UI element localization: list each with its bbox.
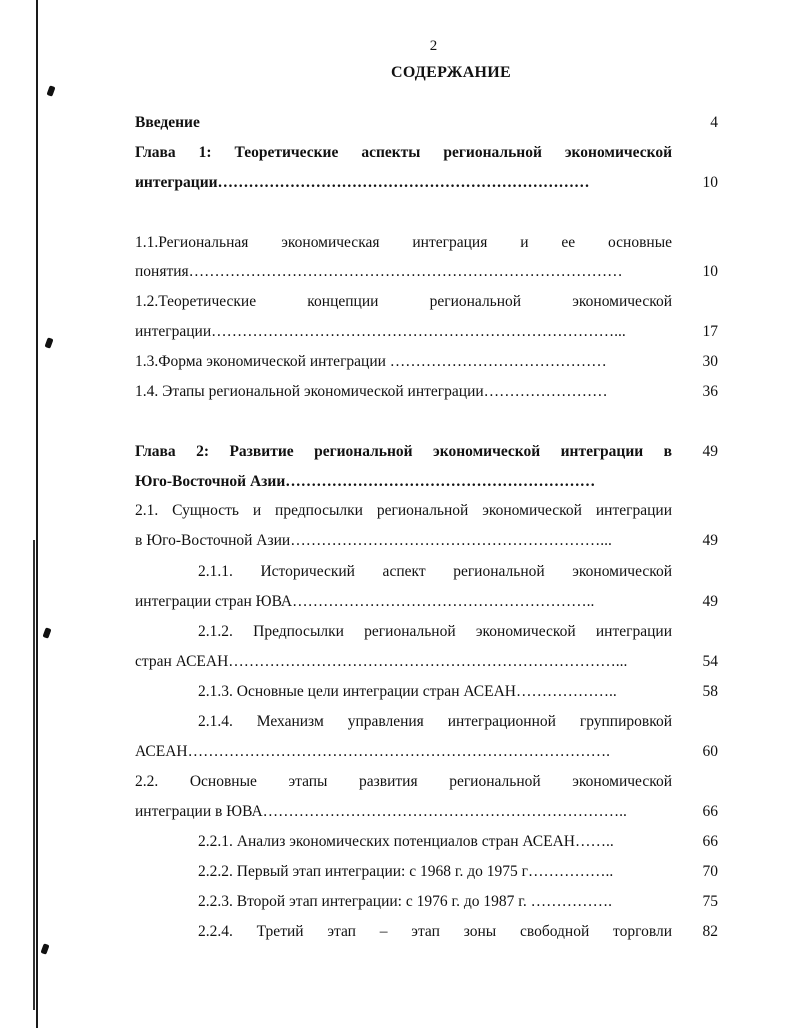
toc-page: 75 bbox=[702, 893, 718, 910]
toc-page: 10 bbox=[702, 263, 718, 280]
toc-subsection-2-2-3: 2.2.3. Второй этап интеграции: с 1976 г. до 1987 г. ……………. bbox=[198, 893, 612, 910]
toc-section-2-1-line1: 2.1. Сущность и предпосылки региональной экономической интеграции bbox=[135, 502, 672, 519]
binding-hole-mark bbox=[42, 627, 51, 638]
toc-page: 30 bbox=[702, 353, 718, 370]
binding-hole-mark bbox=[44, 337, 53, 348]
toc-section-1-1-line2: понятия………………………………………………………………………… bbox=[135, 263, 623, 280]
binding-hole-mark bbox=[40, 943, 49, 954]
toc-subsection-2-1-1-line2: интеграции стран ЮВА………………………………………………….. bbox=[135, 593, 595, 610]
scan-margin-line bbox=[36, 0, 38, 1028]
toc-page: 10 bbox=[702, 174, 718, 191]
toc-chapter-2-line2: Юго-Восточной Азии…………………………………………………… bbox=[135, 473, 596, 490]
toc-section-2-2-line1: 2.2. Основные этапы развития региональной экономической bbox=[135, 773, 672, 790]
toc-subsection-2-1-3: 2.1.3. Основные цели интеграции стран АСЕАН……………….. bbox=[198, 683, 617, 700]
toc-page: 54 bbox=[702, 653, 718, 670]
toc-page: 58 bbox=[702, 683, 718, 700]
toc-page: 70 bbox=[702, 863, 718, 880]
toc-page: 66 bbox=[702, 833, 718, 850]
toc-section-1-2-line1: 1.2.Теоретические концепции региональной экономической bbox=[135, 293, 672, 310]
page-title: СОДЕРЖАНИЕ bbox=[390, 64, 512, 81]
toc-section-2-1-line2: в Юго-Восточной Азии……………………………………………………... bbox=[135, 532, 612, 549]
scan-margin-line-lower bbox=[33, 540, 35, 1010]
toc-page: 4 bbox=[710, 114, 718, 131]
toc-page: 66 bbox=[702, 803, 718, 820]
toc-subsection-2-2-4: 2.2.4. Третий этап – этап зоны свободной торговли bbox=[198, 923, 672, 940]
toc-entry-intro: Введение bbox=[135, 114, 200, 131]
toc-chapter-1-line1: Глава 1: Теоретические аспекты региональной экономической bbox=[135, 144, 672, 161]
toc-section-2-2-line2: интеграции в ЮВА…………………………………………………………….. bbox=[135, 803, 627, 820]
toc-subsection-2-1-1-line1: 2.1.1. Исторический аспект региональной экономической bbox=[198, 563, 672, 580]
toc-subsection-2-2-1: 2.2.1. Анализ экономических потенциалов стран АСЕАН…….. bbox=[198, 833, 614, 850]
toc-subsection-2-1-2-line2: стран АСЕАН…………………………………………………………………... bbox=[135, 653, 628, 670]
binding-hole-mark bbox=[46, 85, 55, 96]
toc-page: 49 bbox=[702, 443, 718, 460]
toc-page: 17 bbox=[702, 323, 718, 340]
toc-subsection-2-1-4-line2: АСЕАН………………………………………………………………………. bbox=[135, 743, 610, 760]
toc-page: 36 bbox=[702, 383, 718, 400]
toc-section-1-1-line1: 1.1.Региональная экономическая интеграция и ее основные bbox=[135, 234, 672, 251]
page-number: 2 bbox=[429, 38, 438, 54]
toc-section-1-3: 1.3.Форма экономической интеграции …………………………………… bbox=[135, 353, 607, 370]
toc-section-1-2-line2: интеграции……………………………………………………………………... bbox=[135, 323, 626, 340]
toc-subsection-2-1-4-line1: 2.1.4. Механизм управления интеграционной группировкой bbox=[198, 713, 672, 730]
toc-section-1-4: 1.4. Этапы региональной экономической интеграции…………………… bbox=[135, 383, 608, 400]
toc-page: 82 bbox=[702, 923, 718, 940]
toc-page: 49 bbox=[702, 532, 718, 549]
toc-subsection-2-2-2: 2.2.2. Первый этап интеграции: с 1968 г. до 1975 г…………….. bbox=[198, 863, 614, 880]
toc-page: 49 bbox=[702, 593, 718, 610]
toc-chapter-2-line1: Глава 2: Развитие региональной экономической интеграции в bbox=[135, 443, 672, 460]
toc-subsection-2-1-2-line1: 2.1.2. Предпосылки региональной экономической интеграции bbox=[198, 623, 672, 640]
toc-page: 60 bbox=[702, 743, 718, 760]
toc-chapter-1-line2: интеграции……………………………………………………………… bbox=[135, 174, 590, 191]
